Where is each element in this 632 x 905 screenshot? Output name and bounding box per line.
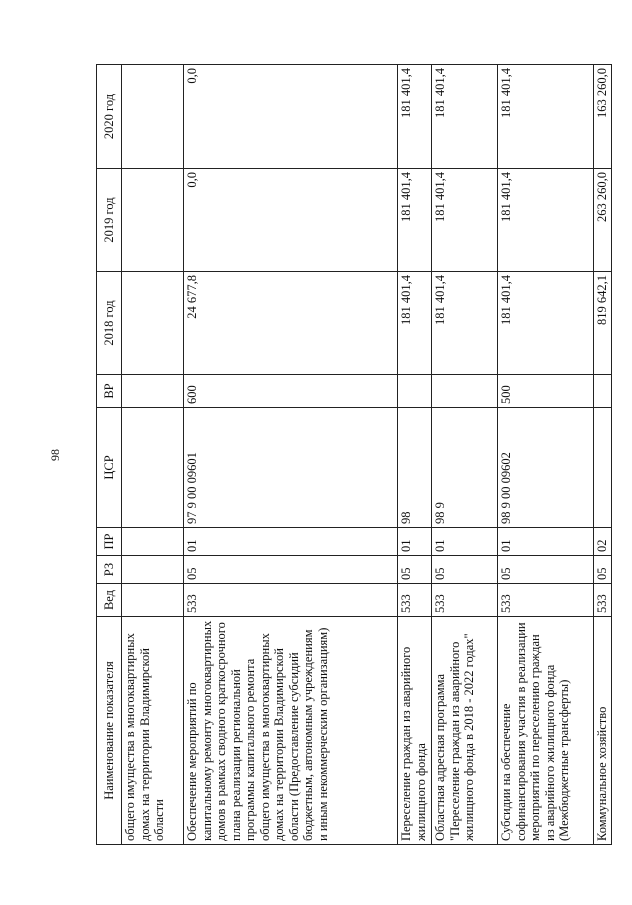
row-ved xyxy=(122,584,184,617)
row-csr: 98 9 00 09602 xyxy=(498,408,594,528)
table-row xyxy=(432,65,498,845)
row-pr: 01 xyxy=(398,528,432,556)
row-name: Переселение граждан из аварийного жилищного фонда xyxy=(398,617,432,845)
table-header-row xyxy=(97,65,122,845)
row-2020: 181 401,4 xyxy=(398,65,432,169)
row-2019: 181 401,4 xyxy=(398,169,432,272)
row-csr: 98 9 xyxy=(432,408,498,528)
row-ved: 533 xyxy=(432,584,498,617)
row-2019 xyxy=(122,169,184,272)
header-pr: ПР xyxy=(97,528,122,556)
row-pr: 02 xyxy=(594,528,612,556)
header-ved: Вед xyxy=(97,584,122,617)
row-rz xyxy=(122,556,184,584)
budget-table xyxy=(96,64,612,845)
row-csr xyxy=(594,408,612,528)
row-rz: 05 xyxy=(498,556,594,584)
row-pr: 01 xyxy=(184,528,398,556)
header-name: Наименование показателя xyxy=(97,617,122,845)
row-2018 xyxy=(122,272,184,375)
row-2020: 0,0 xyxy=(184,65,398,169)
row-csr: 98 xyxy=(398,408,432,528)
row-2019: 0,0 xyxy=(184,169,398,272)
table-row xyxy=(594,65,612,845)
row-rz: 05 xyxy=(398,556,432,584)
header-2018: 2018 год xyxy=(97,272,122,375)
header-2019: 2019 год xyxy=(97,169,122,272)
row-2019: 181 401,4 xyxy=(498,169,594,272)
row-ved: 533 xyxy=(398,584,432,617)
row-2019: 263 260,0 xyxy=(594,169,612,272)
row-vr xyxy=(122,375,184,408)
row-name: Субсидии на обеспечение софинансирования участия в реализации мероприятий по переселению граждан из аварийного жилищного фонда (Межбюджетные трансферты) xyxy=(498,617,594,845)
row-ved: 533 xyxy=(184,584,398,617)
row-2018: 181 401,4 xyxy=(498,272,594,375)
row-name: Обеспечение мероприятий по капитальному ремонту многоквартирных домов в рамках сводного краткосрочного плана реализации региональной программы капитального ремонта общего имущества в многоквартирных домах на территории Владимирской области (Предоставление субсидий бюджетным, автономным учреждениям и иным некоммерческим организациям) xyxy=(184,617,398,845)
row-2020: 181 401,4 xyxy=(432,65,498,169)
row-name: Областная адресная программа "Переселение граждан из аварийного жилищного фонда в 2018 - 2022 годах" xyxy=(432,617,498,845)
table-row xyxy=(498,65,594,845)
row-rz: 05 xyxy=(432,556,498,584)
row-pr xyxy=(122,528,184,556)
row-vr: 600 xyxy=(184,375,398,408)
page-number: 98 xyxy=(48,449,62,461)
row-rz: 05 xyxy=(184,556,398,584)
row-vr: 500 xyxy=(498,375,594,408)
row-vr xyxy=(432,375,498,408)
header-2020: 2020 год xyxy=(97,65,122,169)
row-csr xyxy=(122,408,184,528)
row-2020: 163 260,0 xyxy=(594,65,612,169)
row-vr xyxy=(594,375,612,408)
header-rz: РЗ xyxy=(97,556,122,584)
row-name: общего имущества в многоквартирных домах на территории Владимирской области xyxy=(122,617,184,845)
row-pr: 01 xyxy=(498,528,594,556)
row-2018: 819 642,1 xyxy=(594,272,612,375)
row-vr xyxy=(398,375,432,408)
row-name: Коммунальное хозяйство xyxy=(594,617,612,845)
budget-table-container xyxy=(96,65,609,845)
row-2019: 181 401,4 xyxy=(432,169,498,272)
header-vr: ВР xyxy=(97,375,122,408)
row-csr: 97 9 00 09601 xyxy=(184,408,398,528)
row-ved: 533 xyxy=(594,584,612,617)
header-csr: ЦСР xyxy=(97,408,122,528)
row-2018: 181 401,4 xyxy=(432,272,498,375)
row-2018: 181 401,4 xyxy=(398,272,432,375)
row-2020 xyxy=(122,65,184,169)
table-row xyxy=(184,65,398,845)
row-pr: 01 xyxy=(432,528,498,556)
table-row xyxy=(398,65,432,845)
row-2020: 181 401,4 xyxy=(498,65,594,169)
table-row xyxy=(122,65,184,845)
row-rz: 05 xyxy=(594,556,612,584)
row-ved: 533 xyxy=(498,584,594,617)
row-2018: 24 677,8 xyxy=(184,272,398,375)
